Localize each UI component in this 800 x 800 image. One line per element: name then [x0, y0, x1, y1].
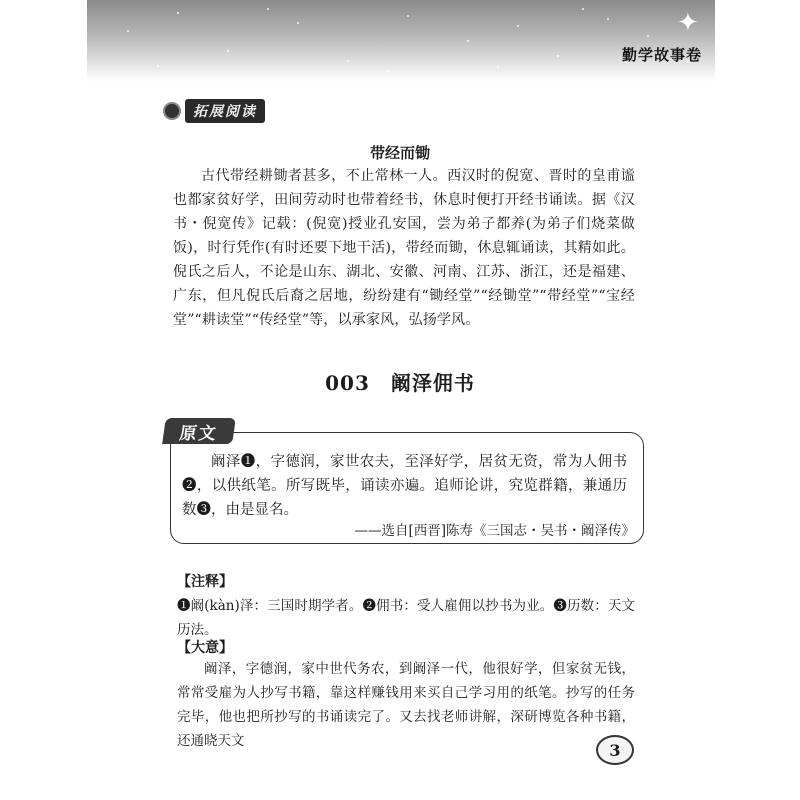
star — [467, 40, 469, 42]
star — [407, 15, 409, 17]
sparkle-icon: ✦ — [677, 8, 699, 38]
star — [297, 22, 299, 24]
star — [347, 60, 349, 62]
original-text — [182, 450, 627, 522]
original-paragraph: 阚泽❶，字德润，家世农夫，至泽好学，居贫无资，常为人佣书❷，以供纸笔。所写既毕，诵读亦遍。追师论讲，究览群籍，兼通历数❸，由是显名。 — [182, 454, 627, 518]
star — [227, 50, 229, 52]
book-title: 勤学故事卷 — [622, 46, 703, 64]
star — [127, 30, 129, 32]
extension-body — [173, 164, 635, 332]
star — [557, 55, 559, 57]
star — [387, 70, 389, 72]
meaning-paragraph: 阚泽，字德润，家中世代务农，到阚泽一代，他很好学，但家贫无钱，常常受雇为人抄写书籍，靠这样赚钱用来买自己学习用的纸笔。抄写的任务完毕，他也把所抄写的书诵读完了。又去找老师讲解，深研博览各种书籍，还通晓天文 — [177, 661, 635, 749]
meaning-text — [177, 657, 635, 753]
star — [607, 18, 609, 20]
section-tag-label: 拓展阅读 — [185, 99, 265, 123]
story-title: 003 阚泽佣书 — [325, 371, 475, 395]
page-number: 3 — [596, 735, 634, 765]
star — [517, 25, 519, 27]
notes-label: 【注释】 — [177, 574, 233, 590]
star — [177, 12, 179, 14]
original-label: 原文 — [162, 418, 236, 444]
extension-paragraph: 古代带经耕锄者甚多，不止常林一人。西汉时的倪宽、晋时的皇甫谧也都家贫好学，田间劳动时也带着经书，休息时便打开经书诵读。据《汉书・倪宽传》记载：(倪宽)授业孔安国，尝为弟子都养(为弟子们烧菜做饭)，时行凭作(有时还要下地干活)，带经而锄，休息辄诵读，其精如此。倪氏之后人，不论是山东、湖北、安徽、河南、江苏、浙江，还是福建、广东，但凡倪氏后裔之居地，纷纷建有“锄经堂”“经锄堂”“带经堂”“宝经堂”“耕读堂”“传经堂”等，以承家风，弘扬学风。 — [173, 168, 635, 328]
medal-icon — [163, 102, 181, 120]
star-decoration — [87, 0, 715, 82]
star — [157, 65, 159, 67]
notes-text: ❶阚(kàn)泽：三国时期学者。❷佣书：受人雇佣以抄书为业。❸历数：天文历法。 — [177, 598, 635, 638]
header-banner — [87, 0, 715, 82]
star — [582, 8, 584, 10]
meaning-label: 【大意】 — [177, 640, 233, 656]
extension-title: 带经而锄 — [369, 144, 430, 162]
section-tag — [163, 100, 265, 122]
star — [647, 35, 649, 37]
star — [267, 8, 269, 10]
star — [497, 66, 499, 68]
source-citation: ——选自[西晋]陈寿《三国志・吴书・阚泽传》 — [354, 523, 635, 539]
